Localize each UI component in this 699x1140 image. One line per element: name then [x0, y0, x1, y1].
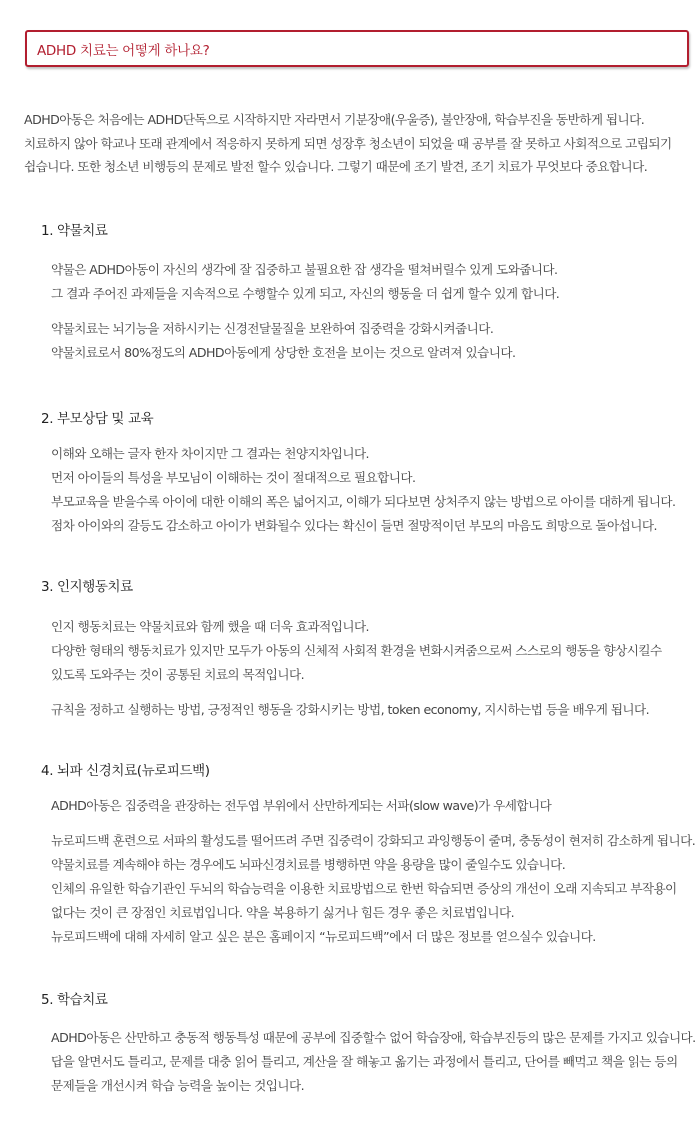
body-line: 약물치료는 뇌기능을 저하시키는 신경전달물질을 보완하여 집중력을 강화시켜줍니다. [51, 321, 494, 336]
section-body-parent-counseling [51, 442, 691, 538]
section-title-parent-counseling: 2. 부모상담 및 교육 [41, 411, 154, 427]
body-line: 규칙을 정하고 실행하는 방법, 긍정적인 행동을 강화시키는 방법, token economy, 지시하는법 등을 배우게 됩니다. [51, 702, 650, 717]
body-line: ADHD아동은 집중력을 관장하는 전두엽 부위에서 산만하게되는 서파(slow wave)가 우세합니다 [51, 798, 552, 813]
body-line: 인체의 유일한 학습기관인 두뇌의 학습능력을 이용한 치료방법으로 한번 학습되면 증상의 개선이 오래 지속되고 부작용이 [51, 881, 677, 896]
page-title: ADHD 치료는 어떻게 하나요? [25, 30, 689, 67]
body-line: ADHD아동은 산만하고 충동적 행동특성 때문에 공부에 집중할수 없어 학습장애, 학습부진등의 많은 문제를 가지고 있습니다. [51, 1030, 696, 1045]
body-line: 인지 행동치료는 약물치료와 함께 했을 때 더욱 효과적입니다. [51, 619, 370, 634]
section-title-neurofeedback: 4. 뇌파 신경치료(뉴로피드백) [41, 763, 210, 779]
body-line: 문제들을 개선시켜 학습 능력을 높이는 것입니다. [51, 1078, 305, 1093]
intro-line: ADHD아동은 처음에는 ADHD단독으로 시작하지만 자라면서 기분장애(우울증), 불안장애, 학습부진을 동반하게 됩니다. [24, 112, 645, 127]
body-line: 있도록 도와주는 것이 공통된 치료의 목적입니다. [51, 667, 305, 682]
body-line: 없다는 것이 큰 장점인 치료법입니다. 약을 복용하기 싫거나 힘든 경우 좋은 치료법입니다. [51, 905, 515, 920]
body-line: 부모교육을 받을수록 아이에 대한 이해의 폭은 넓어지고, 이해가 되다보면 상처주지 않는 방법으로 아이를 대하게 됩니다. [51, 494, 676, 509]
body-line: 뉴로피드백에 대해 자세히 알고 싶은 분은 홈페이지 “뉴로피드백”에서 더 많은 정보를 얻으실수 있습니다. [51, 929, 596, 944]
intro-paragraph [24, 108, 692, 179]
body-line: 먼저 아이들의 특성을 부모님이 이해하는 것이 절대적으로 필요합니다. [51, 470, 416, 485]
section-body-medication [51, 258, 691, 365]
body-line: 약물은 ADHD아동이 자신의 생각에 잘 집중하고 불필요한 잡 생각을 떨쳐버릴수 있게 도와줍니다. [51, 262, 558, 277]
intro-line: 쉽습니다. 또한 청소년 비행등의 문제로 발전 할수 있습니다. 그렇기 때문에 조기 발견, 조기 치료가 무엇보다 중요합니다. [24, 159, 648, 174]
section-title-medication: 1. 약물치료 [41, 223, 108, 239]
section-body-neurofeedback [51, 794, 696, 949]
body-line: 다양한 형태의 행동치료가 있지만 모두가 아동의 신체적 사회적 환경을 변화시켜줌으로써 스스로의 행동을 향상시킬수 [51, 643, 662, 658]
body-line: 답을 알면서도 틀리고, 문제를 대충 읽어 틀리고, 계산을 잘 해놓고 옮기는 과정에서 틀리고, 단어를 빼먹고 책을 읽는 등의 [51, 1054, 678, 1069]
body-line: 그 결과 주어진 과제들을 지속적으로 수행할수 있게 되고, 자신의 행동을 더 쉽게 할수 있게 합니다. [51, 286, 560, 301]
body-line: 점차 아이와의 갈등도 감소하고 아이가 변화될수 있다는 확신이 들면 절망적이던 부모의 마음도 희망으로 돌아섭니다. [51, 518, 657, 533]
body-line: 뉴로피드백 훈련으로 서파의 활성도를 떨어뜨려 주면 집중력이 강화되고 과잉행동이 줄며, 충동성이 현저히 감소하게 됩니다. [51, 833, 696, 848]
body-line: 약물치료를 계속해야 하는 경우에도 뇌파신경치료를 병행하면 약을 용량을 많이 줄일수도 있습니다. [51, 857, 566, 872]
section-body-cbt [51, 615, 691, 722]
intro-line: 치료하지 않아 학교나 또래 관계에서 적응하지 못하게 되면 성장후 청소년이 되었을 때 공부를 잘 못하고 사회적으로 고립되기 [24, 135, 672, 151]
section-title-cbt: 3. 인지행동치료 [41, 579, 133, 595]
section-title-learning: 5. 학습치료 [41, 992, 108, 1008]
body-line: 약물치료로서 80%정도의 ADHD아동에게 상당한 호전을 보이는 것으로 알려져 있습니다. [51, 345, 516, 360]
body-line: 이해와 오해는 글자 한자 차이지만 그 결과는 천양지차입니다. [51, 446, 370, 461]
section-body-learning [51, 1026, 696, 1098]
